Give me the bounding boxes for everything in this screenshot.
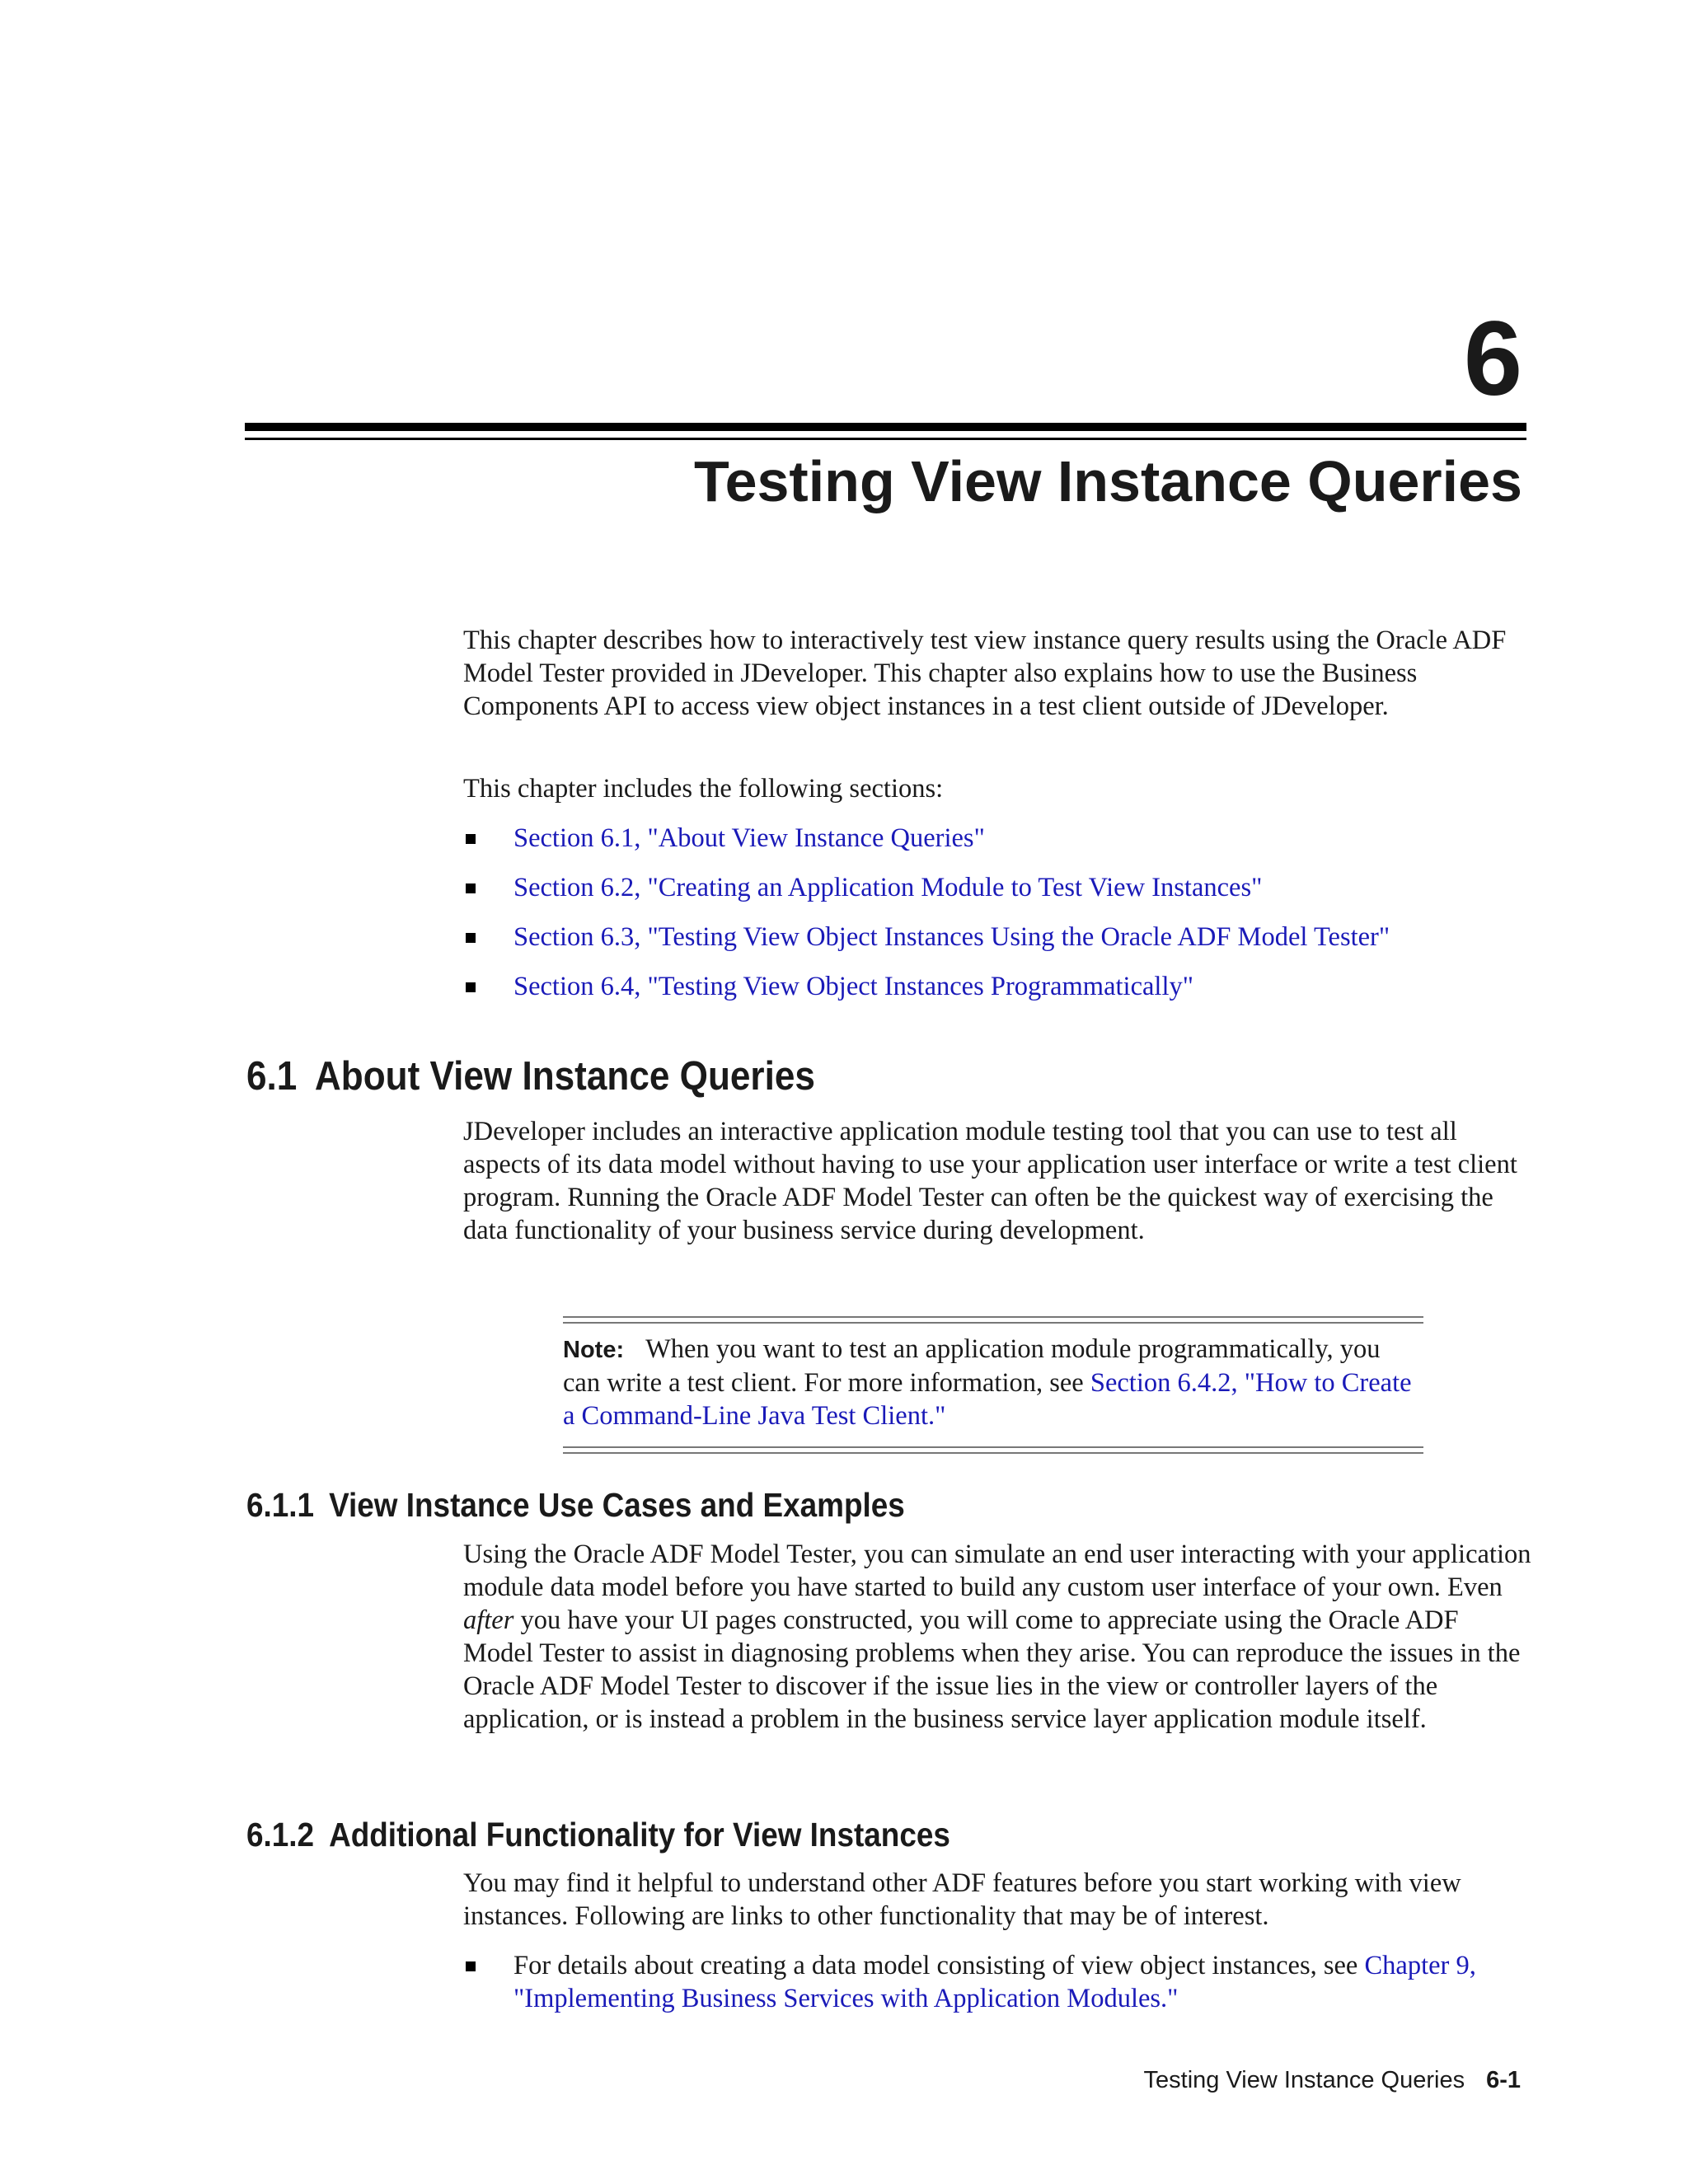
section-number: 6.1 xyxy=(246,1054,298,1099)
section-link-list xyxy=(463,822,1535,1019)
section-6-1-2-paragraph: You may find it helpful to understand other ADF features before you start working with view instances. Following are links to other functionality that may be of interest. xyxy=(463,1868,1461,1931)
note-text xyxy=(563,1333,1423,1432)
section-heading-6-1-1 xyxy=(246,1484,905,1526)
note-link-6-4-2[interactable]: Section 6.4.2, "How to Create a Command-Line Java Test Client." xyxy=(563,1368,1412,1431)
section-6-1-1-body xyxy=(463,1538,1535,1736)
intro-lead xyxy=(463,772,1535,805)
list-item xyxy=(463,1949,1535,2015)
bullet-icon xyxy=(466,933,476,943)
section-6-1-paragraph: JDeveloper includes an interactive application module testing tool that you can use to test all aspects of its data model without having to use your application user interface or write a test client program. Running the Oracle ADF Model Tester can often be the quickest way of exercising the data functionality of your business service during development. xyxy=(463,1117,1517,1245)
page-footer xyxy=(1144,2065,1521,2095)
intro-lead-text: This chapter includes the following sections: xyxy=(463,774,944,804)
paragraph-part-1: Using the Oracle ADF Model Tester, you can simulate an end user interacting with your application module data model before you have started to build any custom user interface of your own. Even xyxy=(463,1540,1531,1602)
footer-title: Testing View Instance Queries xyxy=(1143,2067,1465,2093)
section-title: Additional Functionality for View Instances xyxy=(329,1816,950,1854)
list-item xyxy=(463,921,1535,954)
note-rule-bottom-2 xyxy=(563,1452,1423,1454)
section-link-6-2[interactable]: Section 6.2, "Creating an Application Module to Test View Instances" xyxy=(513,873,1263,902)
section-6-1-2-body xyxy=(463,1867,1535,1933)
bullet-icon xyxy=(466,982,476,992)
section-title: View Instance Use Cases and Examples xyxy=(329,1486,905,1524)
section-heading-6-1 xyxy=(246,1053,815,1099)
bullet-icon xyxy=(466,834,476,844)
section-6-1-body xyxy=(463,1115,1535,1247)
chapter-title: Testing View Instance Queries xyxy=(694,449,1522,513)
bullet-icon xyxy=(466,1961,476,1971)
note-label: Note: xyxy=(563,1337,625,1363)
chapter-rule-thick xyxy=(245,423,1526,431)
section-title: About View Instance Queries xyxy=(314,1054,815,1099)
bullet-icon xyxy=(466,883,476,893)
note-body: When you want to test an application module programmatically, you can write a test client. For more information, see xyxy=(563,1334,1381,1398)
section-6-1-1-paragraph xyxy=(463,1538,1535,1736)
section-link-6-1[interactable]: Section 6.1, "About View Instance Queries" xyxy=(513,823,985,853)
page-number: 6-1 xyxy=(1486,2067,1521,2093)
intro-paragraph xyxy=(463,624,1535,723)
note-rule-bottom-1 xyxy=(563,1446,1423,1448)
section-number: 6.1.1 xyxy=(246,1486,315,1524)
list-item-text: For details about creating a data model consisting of view object instances, see xyxy=(513,1951,1358,1980)
note-rule-top-1 xyxy=(563,1316,1423,1318)
list-item xyxy=(463,871,1535,904)
paragraph-part-2: you have your UI pages constructed, you will come to appreciate using the Oracle ADF Model Tester to assist in diagnosing problems when they arise. You can reproduce the issues in the Oracle ADF Model Tester to discover if the issue lies in the view or controller layers of the application, or is instead a problem in the business service layer application module itself. xyxy=(463,1605,1521,1734)
section-heading-6-1-2 xyxy=(246,1814,950,1855)
chapter-9-link[interactable]: Chapter 9, "Implementing Business Services with Application Modules." xyxy=(513,1951,1476,2013)
chapter-number: 6 xyxy=(1463,300,1522,418)
paragraph-emphasis: after xyxy=(463,1605,514,1635)
note-rule-top-2 xyxy=(563,1322,1423,1324)
note-box xyxy=(563,1316,1423,1455)
list-item xyxy=(463,822,1535,855)
functionality-list xyxy=(463,1949,1535,2032)
section-number: 6.1.2 xyxy=(246,1816,315,1854)
section-link-6-3[interactable]: Section 6.3, "Testing View Object Instances Using the Oracle ADF Model Tester" xyxy=(513,922,1390,952)
chapter-rule-thin xyxy=(245,438,1526,440)
section-link-6-4[interactable]: Section 6.4, "Testing View Object Instances Programmatically" xyxy=(513,972,1193,1001)
list-item xyxy=(463,970,1535,1003)
intro-paragraph-text: This chapter describes how to interactively test view instance query results using the Oracle ADF Model Tester provided in JDeveloper. This chapter also explains how to use the Business Components API to access view object instances in a test client outside of JDeveloper. xyxy=(463,626,1507,721)
